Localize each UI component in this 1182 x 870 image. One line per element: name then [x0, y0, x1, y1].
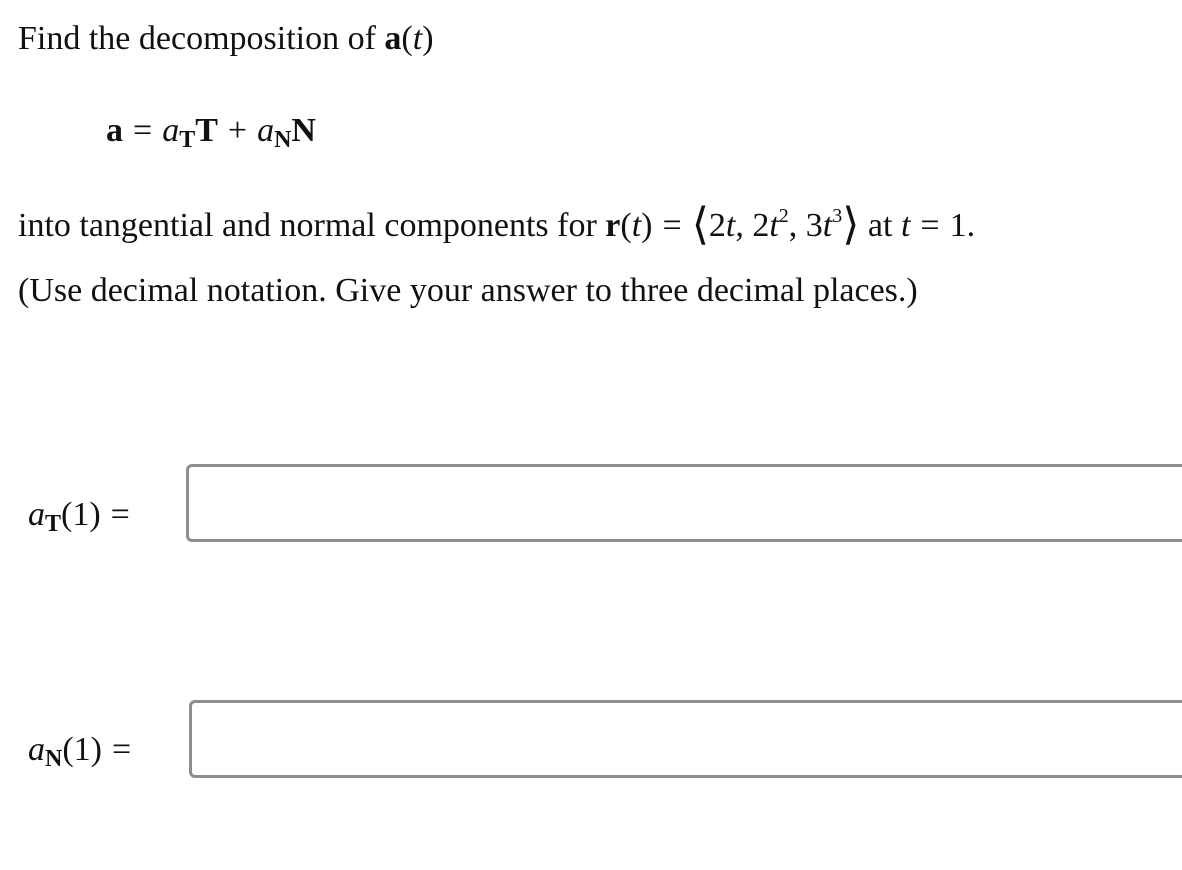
component-1-variable: t [725, 207, 736, 244]
time-variable: t [631, 207, 642, 244]
tangential-answer-input[interactable] [186, 464, 1182, 542]
open-paren: ( [401, 20, 413, 57]
close-paren: ) [422, 20, 434, 57]
acceleration-vector-symbol: a [384, 20, 402, 57]
unit-normal-vector: N [291, 112, 316, 149]
component-3-exponent: 3 [832, 205, 843, 227]
normal-component-symbol: a [257, 112, 275, 149]
right-angle-bracket: ⟩ [842, 199, 860, 250]
tangential-answer-label [28, 496, 140, 537]
acceleration-vector-symbol: a [106, 112, 123, 149]
equals-sign: = [920, 207, 940, 244]
left-angle-bracket: ⟨ [691, 199, 709, 250]
normal-subscript: N [45, 746, 63, 772]
open-paren: ( [620, 207, 632, 244]
close-paren: ) [641, 207, 653, 244]
normal-component-symbol: a [28, 731, 45, 768]
component-1-coefficient: 2 [708, 207, 726, 244]
unit-tangent-vector: T [195, 112, 218, 149]
instructions-hint: (Use decimal notation. Give your answer to three decimal places.) [18, 272, 918, 309]
equals-sign: = [133, 112, 153, 149]
time-variable: t [412, 20, 423, 57]
problem-statement [18, 199, 976, 250]
equals-sign: = [110, 496, 130, 533]
tangential-argument: (1) [61, 496, 101, 533]
equals-sign: = [662, 207, 682, 244]
component-3-coefficient: 3 [805, 207, 823, 244]
tangential-subscript: T [45, 511, 62, 537]
time-variable: t [900, 207, 911, 244]
normal-argument: (1) [62, 731, 102, 768]
intro-text: Find the decomposition of [18, 20, 385, 57]
time-value: 1. [949, 207, 976, 244]
position-vector-symbol: r [605, 207, 621, 244]
tangential-subscript: T [179, 127, 196, 153]
at-text: at [859, 207, 901, 244]
plus-sign: + [227, 112, 248, 149]
component-2-exponent: 2 [778, 205, 789, 227]
problem-intro [18, 22, 434, 56]
normal-subscript: N [274, 127, 292, 153]
comma: , [735, 207, 753, 244]
tangential-component-symbol: a [162, 112, 180, 149]
equals-sign: = [112, 731, 132, 768]
component-2-variable: t [769, 207, 779, 244]
component-3-variable: t [822, 207, 833, 244]
statement-text: into tangential and normal components for [18, 207, 606, 244]
normal-answer-input[interactable] [189, 700, 1182, 778]
normal-answer-label [28, 731, 141, 772]
decomposition-equation [106, 112, 316, 153]
comma: , [788, 207, 806, 244]
tangential-component-symbol: a [28, 496, 45, 533]
component-2-coefficient: 2 [752, 207, 770, 244]
